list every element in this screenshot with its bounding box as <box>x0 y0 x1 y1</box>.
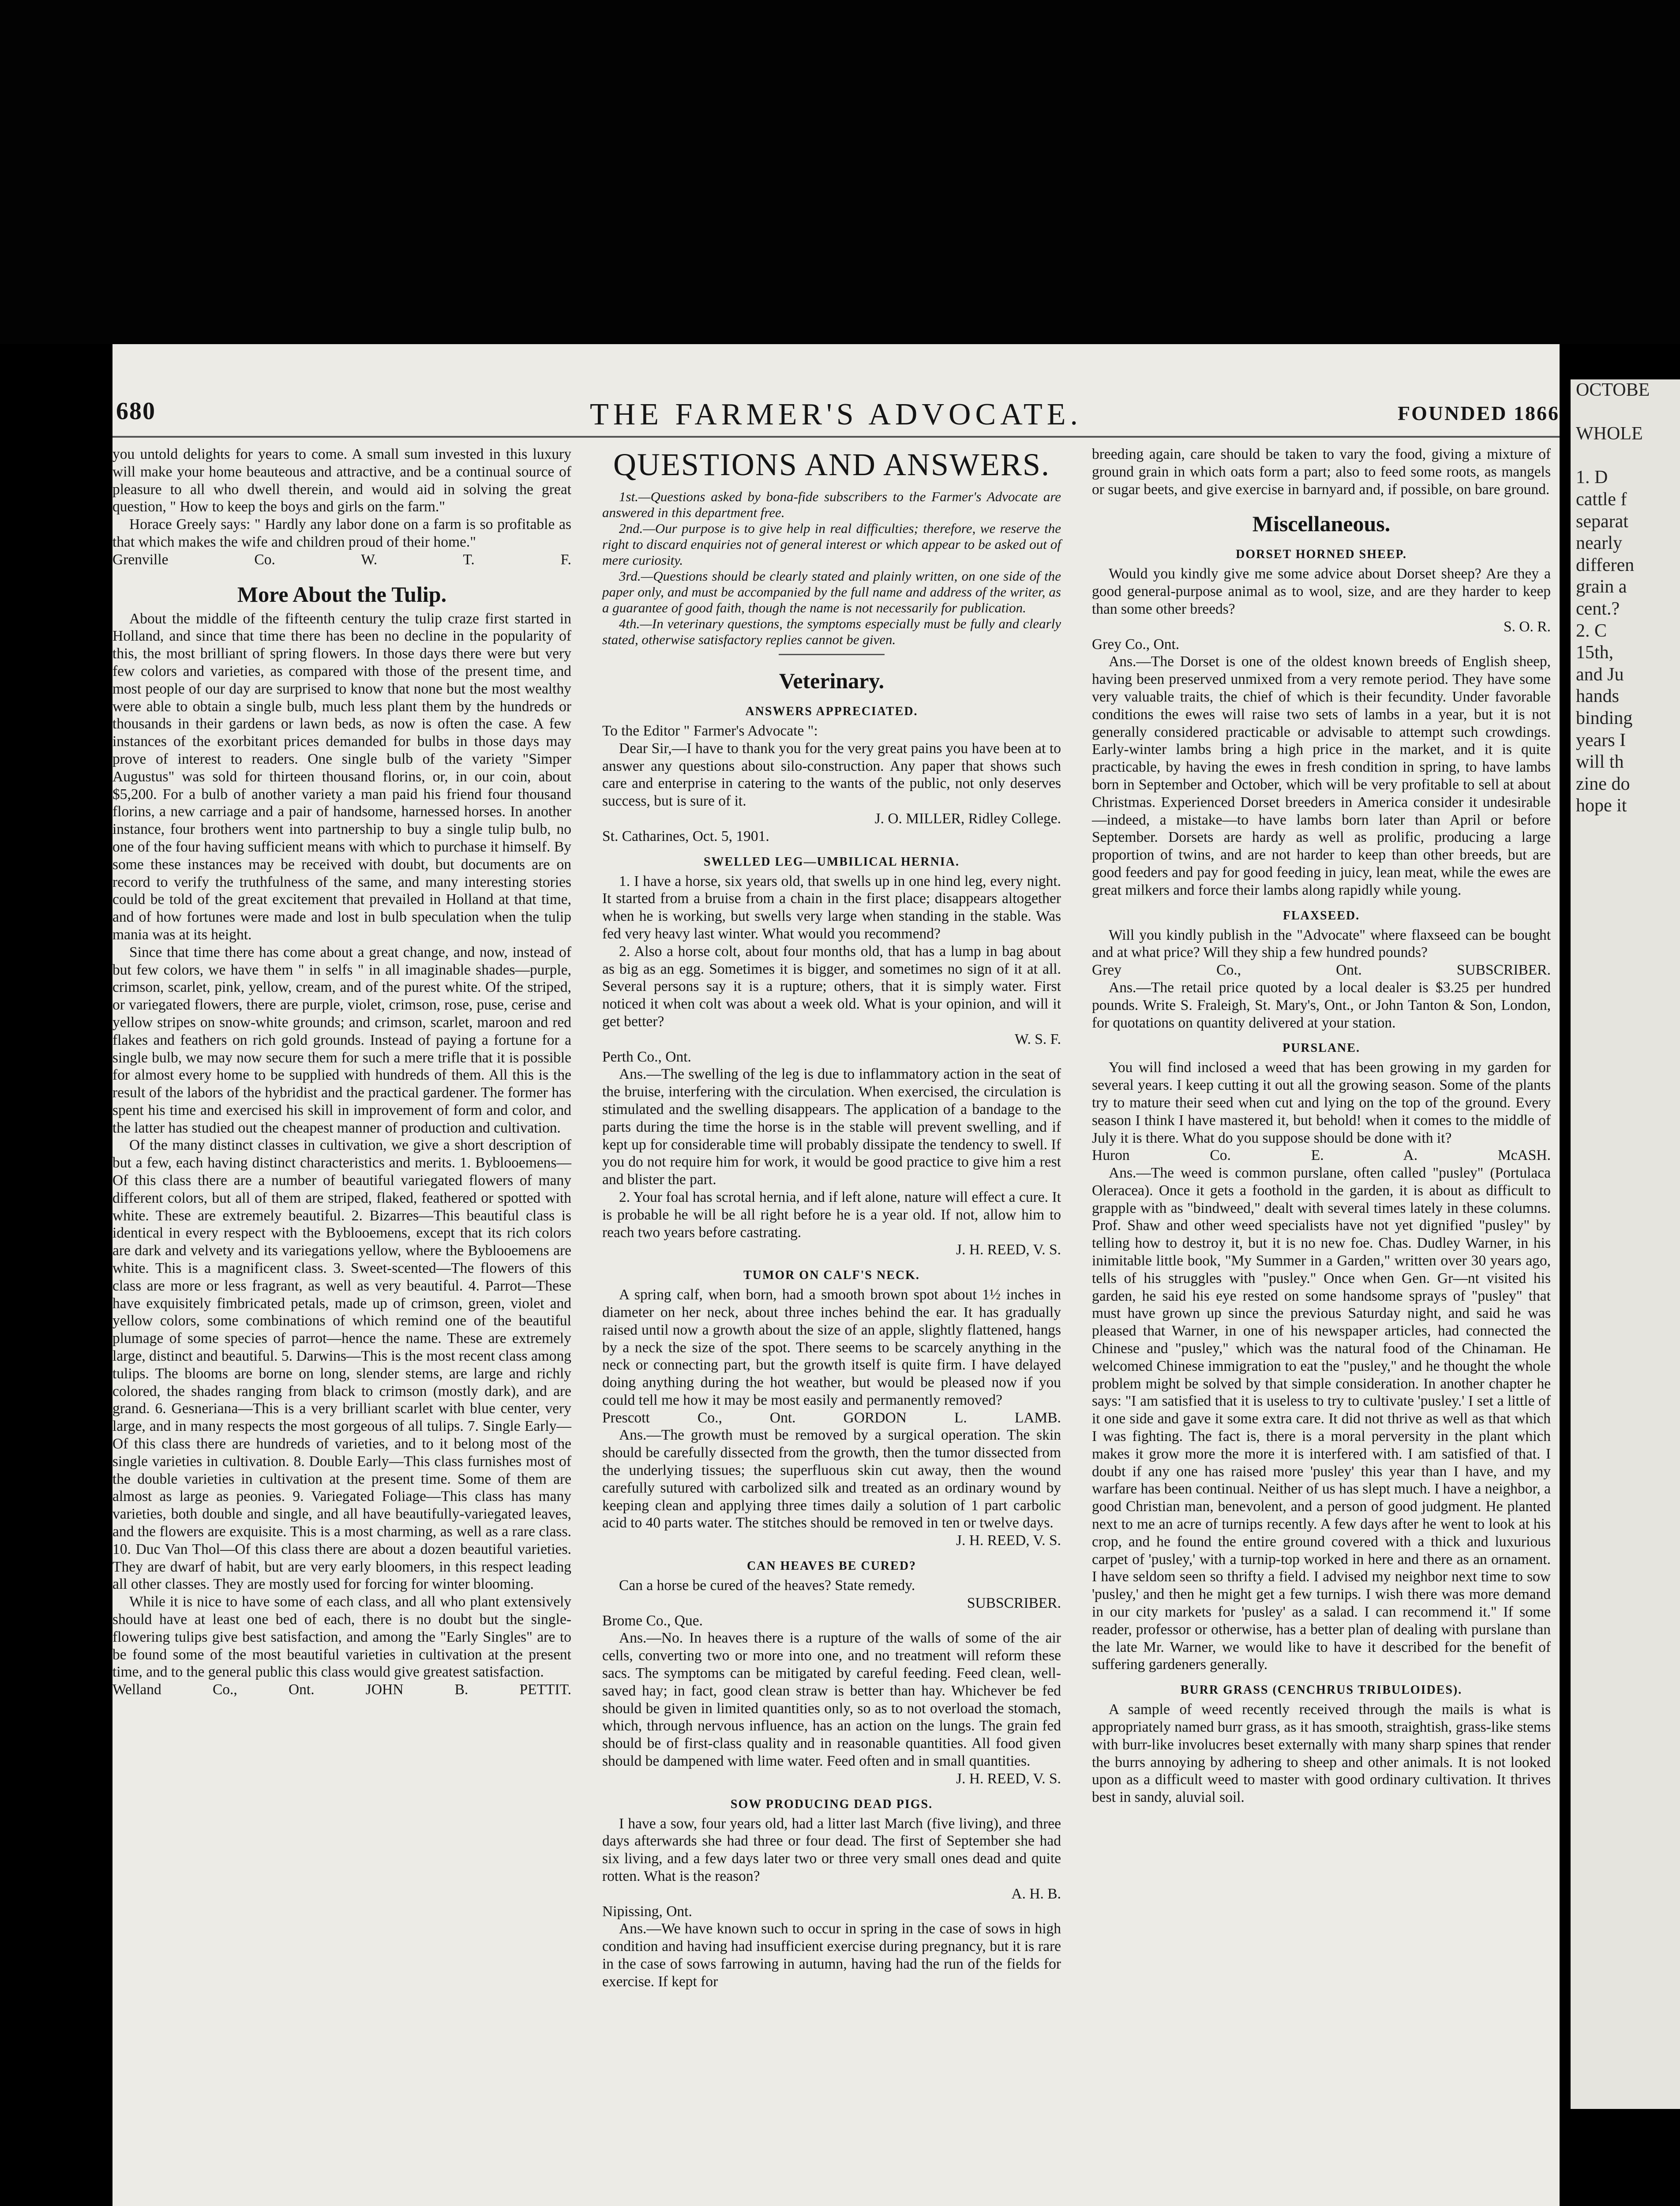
paragraph: Ans.—The swelling of the leg is due to inflammatory action in the seat of the bruise, interfering with the circulation. When exercised, the circulation is stimulated and the swelling disappears. The application of a bandage to the parts during the time the horse is in the stable will prevent swelling, and if kept up for considerable time will probably dissipate the tendency to swell. If you do not require him for work, it would be good practice to give him a rest and blister the part. <box>602 1066 1061 1188</box>
page-header <box>112 397 1560 437</box>
section-heading: Veterinary. <box>779 668 885 693</box>
signature-place: Grey Co., Ont. <box>1092 962 1362 979</box>
adjacent-page-text <box>1571 379 1680 817</box>
signature-place: Welland Co., Ont. <box>112 1681 315 1698</box>
signature-name: S. O. R. <box>1503 618 1551 635</box>
article-heading: TUMOR ON CALF'S NECK. <box>743 1268 920 1283</box>
section-title: QUESTIONS AND ANSWERS. <box>613 447 1050 482</box>
signature-name: J. H. REED, V. S. <box>956 1532 1061 1549</box>
section-heading: Miscellaneous. <box>1252 511 1391 536</box>
paragraph: 2. Also a horse colt, about four months old, that has a lump in bag about as big as an egg. Sometimes it is bigger, and sometimes no sign of it at all. Several persons say it is a rupture; others, that it is simply water. First noticed it when colt was about a week old. What is your opinion, and will it get better? <box>602 943 1061 1030</box>
paragraph: Ans.—The Dorset is one of the oldest known breeds of English sheep, having been preserved unmixed from a very remote period. They have some very valuable traits, the chief of which is their fecundity. Under favorable conditions the ewes will raise two sets of lambs in a year, but it is not generally considered practicable or advisable to attempt such crowdings. Early-winter lambs bring a high price in the market, and it is quite practicable, by having the ewes in fresh condition in spring, to have lambs born in September and October, which will be very profitable to sell at about Christmas. Experienced Dorset breeders in America consider it undesirable—indeed, a mistake—to have lambs born later than April or before September. Dorsets are hardy as well as prolific, producing a large proportion of twins, and are not harder to keep than other breeds, but are good feeders and pay for good feeding in juicy, lean meat, while the ewes are great milkers and force their lambs along rapidly while young. <box>1092 653 1551 898</box>
article-heading: SWELLED LEG—UMBILICAL HERNIA. <box>703 855 960 869</box>
signature-name: A. H. B. <box>1011 1885 1061 1902</box>
rule-text: 3rd.—Questions should be clearly stated and plainly written, on one side of the paper only, and must be accompanied by the full name and address of the writer, as a guarantee of good faith, though the name is not necessarily for publication. <box>602 568 1061 615</box>
paragraph: Would you kindly give me some advice about Dorset sheep? Are they a good general-purpose animal as to wool, size, and are they harder to keep than some other breeds? <box>1092 566 1551 617</box>
scanner-background-top <box>0 0 1680 344</box>
fragment-line: will th <box>1576 752 1624 773</box>
paragraph: Ans.—No. In heaves there is a rupture of the walls of some of the air cells, converting two or more into one, and no treatment will reform these sacs. The symptoms can be mitigated by careful feeding. Feed clean, well-saved hay; in fact, good clean straw is better than hay. Whichever be fed should be given in limited quantities only, so as to not overload the stomach, which, through nervous influence, has an action on the lungs. The grain fed should be of first-class quality and in reasonable quantities. All food given should be dampened with lime water. Feed often and in small quantities. <box>602 1630 1061 1770</box>
column-2 <box>602 446 1061 1991</box>
fragment-line <box>1576 445 1680 467</box>
signature-name: GORDON L. LAMB. <box>843 1409 1061 1426</box>
fragment-line: differen <box>1576 555 1635 575</box>
masthead-title: THE FARMER'S ADVOCATE. <box>589 398 1083 431</box>
signature-line <box>602 1409 1061 1427</box>
fragment-line: cattle f <box>1576 489 1627 510</box>
paragraph: Ans.—The growth must be removed by a surgical operation. The skin should be carefully dissected from the growth, then the tumor dissected from the underlying tissues; the superfluous skin cut away, then the wound carefully sutured with carbolized silk and treated as an ordinary wound by keeping clean and applying three times daily a solution of 1 part carbolic acid to 40 parts water. The stitches should be removed in ten or twelve days. <box>602 1427 1061 1531</box>
signature-place: Prescott Co., Ont. <box>602 1409 796 1426</box>
paragraph: A sample of weed recently received through the mails is what is appropriately named burr grass, as it has smooth, straightish, grass-like stems with burr-like involucres beset externally with many sharp spines that render the burrs annoying by adhering to sheep and other animals. It is not looked upon as a difficult weed to master with good ordinary cultivation. It thrives best in sandy, aluvial soil. <box>1092 1701 1551 1806</box>
paragraph: Dear Sir,—I have to thank you for the very great pains you have been at to answer any questions about silo-construction. Any paper that shows such care and enterprise in catering to the wants of the public, not only deserves success, but is sure of it. <box>602 740 1061 810</box>
signature-place: St. Catharines, Oct. 5, 1901. <box>602 828 769 844</box>
fragment-line: separat <box>1576 511 1628 532</box>
paragraph: Ans.—The retail price quoted by a local dealer is $3.25 per hundred pounds. Write S. Fraleigh, St. Mary's, Ont., or John Tanton & Son, London, for quotations on quantity delivered at your station. <box>1092 979 1551 1031</box>
department-rules <box>602 489 1061 648</box>
fragment-line <box>1576 401 1680 424</box>
signature-name: W. S. F. <box>1015 1031 1061 1047</box>
paragraph: Since that time there has come about a great change, and now, instead of but few colors, we have them " in selfs " in all imaginable shades—purple, crimson, scarlet, pink, yellow, cream, and of the purest white. Of the striped, or variegated flowers, there are purple, violet, crimson, rose, puse, cerise and yellow stripes on snow-white grounds; and crimson, scarlet, maroon and red flakes and feathers on rich gold grounds. Instead of paying a fortune for a single bulb, we may now secure them for such a mere trifle that it is possible for almost every home to be supplied with hundreds of them. All this is the result of the labors of the hybridist and the practical gardener. The former has spent his time and exercised his skill in improvement of form and color, and the latter has studied out the cheapest manner of production and cultivation. <box>112 944 571 1136</box>
signature-name: E. A. McASH. <box>1311 1147 1551 1164</box>
article-heading: CAN HEAVES BE CURED? <box>746 1559 917 1573</box>
rule-text: 4th.—In veterinary questions, the symptoms especially must be fully and clearly stated, otherwise satisfactory replies cannot be given. <box>602 616 1061 647</box>
signature-line <box>112 1681 571 1699</box>
fragment-line: binding <box>1576 708 1633 728</box>
signature-place: Huron Co. <box>1092 1147 1231 1164</box>
signature-line <box>1092 1147 1551 1164</box>
page-number: 680 <box>116 398 156 425</box>
rule-text: 2nd.—Our purpose is to give help in real difficulties; therefore, we reserve the right to discard enquiries not of general interest or which appear to be asked out of mere curiosity. <box>602 521 1061 568</box>
signature-place: Grey Co., Ont. <box>1092 636 1180 653</box>
signature-name: W. T. F. <box>361 551 571 568</box>
paragraph: Ans.—We have known such to occur in spring in the case of sows in high condition and having had insufficient exercise during pregnancy, but it is rare in the case of sows farrowing in autumn, having had the run of the fields for exercise. If kept for <box>602 1921 1061 1990</box>
rule-text: 1st.—Questions asked by bona-fide subscribers to the Farmer's Advocate are answered in this department free. <box>602 489 1061 520</box>
signature-place: Perth Co., Ont. <box>602 1048 691 1065</box>
fragment-line: OCTOBE <box>1576 380 1650 400</box>
article-heading: FLAXSEED. <box>1282 908 1360 923</box>
column-1 <box>112 446 571 1699</box>
paragraph: Horace Greely says: " Hardly any labor done on a farm is so profitable as that which makes the wife and children proud of their home." <box>112 516 571 550</box>
paragraph: Can a horse be cured of the heaves? State remedy. <box>619 1577 915 1594</box>
article-heading: PURSLANE. <box>1282 1041 1360 1055</box>
signature-line <box>1092 961 1551 979</box>
fragment-line: 1. D <box>1576 467 1608 488</box>
signature-place: Brome Co., Que. <box>602 1612 703 1629</box>
fragment-line: cent.? <box>1576 598 1620 619</box>
newspaper-page <box>112 344 1560 2206</box>
fragment-line: 15th, <box>1576 642 1614 663</box>
paragraph: You will find inclosed a weed that has been growing in my garden for several years. I keep cutting it out all the growing season. Some of the plants try to mature their seed when cut and lying on the top of the ground. Every season I think I have mastered it, but behold! when it comes to the middle of July it is there. What do you suppose should be done with it? <box>1092 1059 1551 1146</box>
article-heading: ANSWERS APPRECIATED. <box>745 705 918 718</box>
paragraph: A spring calf, when born, had a smooth brown spot about 1½ inches in diameter on her neck, about three inches behind the ear. It has gradually raised until now a growth about the size of an apple, slightly flattened, hangs by a neck the size of the spot. There seems to be scarcely anything in the neck or connecting part, but the growth itself is quite firm. I have delayed doing anything during the hot weather, but would be pleased now if you could tell me how it may be most easily and permanently removed? <box>602 1287 1061 1408</box>
signature-name: SUBSCRIBER. <box>1456 962 1551 979</box>
paragraph: Will you kindly publish in the "Advocate" where flaxseed can be bought and at what price? Will they ship a few hundred pounds? <box>1092 927 1551 961</box>
signature-name: J. H. REED, V. S. <box>956 1242 1061 1258</box>
paragraph: 1. I have a horse, six years old, that swells up in one hind leg, every night. It started from a bruise from a chain in the first place; disappears altogether when he is working, but swells very large when standing in the stable. Was fed very heavy last winter. What would you recommend? <box>602 873 1061 942</box>
paragraph: While it is nice to have some of each class, and all who plant extensively should have at least one bed of each, there is no doubt but the single-flowering tulips give best satisfaction, and among the "Early Singles" are to be found some of the most beautiful varieties in cultivation at the present time, and to the general public this class would give greatest satisfaction. <box>112 1594 571 1681</box>
article-heading: DORSET HORNED SHEEP. <box>1236 548 1407 562</box>
paragraph: I have a sow, four years old, had a litter last March (five living), and three days afterwards she had three or four dead. The first of September she had six living, and a few days later two or three very small ones dead and quite rotten. What is the reason? <box>602 1815 1061 1885</box>
adjacent-page-fragment <box>1571 379 1680 2109</box>
article-heading: SOW PRODUCING DEAD PIGS. <box>730 1797 933 1811</box>
paragraph: About the middle of the fifteenth century the tulip craze first started in Holland, and since that time there has been no decline in the popularity of this, the most brilliant of spring flowers. In those days there were but very few colors and varieties, as compared with those of the present time, and most people of our day are surprised to know that none but the most wealthy were able to obtain a single bulb, much less plant them by the hundreds or thousands in their gardens or lawn beds, as now is often the case. A few instances of the exorbitant prices demanded for bulbs in those days may prove of interest to readers. One single bulb of the variety "Simper Augustus" was sold for thirteen thousand florins, or, in our coin, about $5,200. For a bulb of another variety a man paid his friend four thousand florins, a new carriage and a pair of handsome, harnessed horses. In another instance, four brothers went into partnership to buy a single tulip bulb, no one of the four having sufficient means with which to purchase it himself. By some these instances may be received with doubt, but documents are on record to verify the truthfulness of the same, and many interesting stories could be told of the great excitement that prevailed in Holland at that time, and of how fortunes were made and lost in bulb speculation when the tulip mania was at its height. <box>112 610 571 943</box>
fragment-line: 2. C <box>1576 620 1607 641</box>
signature-name: JOHN B. PETTIT. <box>365 1681 571 1698</box>
fragment-line: nearly <box>1576 533 1622 554</box>
fragment-line: hope it <box>1576 795 1627 816</box>
signature-name: J. O. MILLER, Ridley College. <box>874 810 1061 827</box>
header-rule <box>112 436 1560 438</box>
signature-name: J. H. REED, V. S. <box>956 1770 1061 1787</box>
paragraph: To the Editor " Farmer's Advocate ": <box>602 723 818 739</box>
fragment-line: hands <box>1576 686 1619 707</box>
fragment-line: grain a <box>1576 577 1627 597</box>
paragraph: you untold delights for years to come. A small sum invested in this luxury will make your home beauteous and attractive, and be a continual source of pleasure to all who dwell therein, and would aid in solving the great question, " How to keep the boys and girls on the farm." <box>112 446 571 515</box>
article-title: More About the Tulip. <box>237 582 447 607</box>
paragraph: Of the many distinct classes in cultivation, we give a short description of but a few, each having distinct characteristics and merits. 1. Byblooemens—Of this class there are a number of beautiful variegated flowers of many different colors, but all of them are striped, flaked, feathered or spotted with white. These are extremely beautiful. 2. Bizarres—This beautiful class is identical in every respect with the Byblooemens, except that its rich colors are dark and velvety and its variegations yellow, where the Byblooemens are white. This is a magnificent class. 3. Sweet-scented—The flowers of this class are more or less fragrant, as well as very beautiful. 4. Parrot—These have exquisitely fimbricated petals, made up of crimson, green, violet and yellow colors, some combinations of which remind one of the beautiful plumage of some species of parrot—hence the name. These are extremely large, distinct and beautiful. 5. Darwins—This is the most recent class among tulips. The blooms are borne on long, slender stems, are large and richly colored, the shades ranging from black to crimson (mostly dark), and are grand. 6. Gesneriana—This is a very brilliant scarlet with blue center, very large, and in many respects the most gorgeous of all tulips. 7. Single Early—Of this class there are hundreds of varieties, and to it belong most of the single varieties in cultivation. 8. Double Early—This class furnishes most of the double varieties in cultivation at the present time. Some of them are almost as large as peonies. 9. Variegated Foliage—This class has many varieties, both double and single, and all have beautifully-variegated leaves, and the flowers are exquisite. This is a most charming, as well as a rare class. 10. Duc Van Thol—Of this class there are about a dozen beautiful varieties. They are dwarf of habit, but are very early bloomers, in this respect leading all other classes. They are mostly used for forcing for winter blooming. <box>112 1137 571 1593</box>
paragraph: Ans.—The weed is common purslane, often called "pusley" (Portulaca Oleracea). Once it gets a foothold in the garden, it is about as difficult to grapple with as "bindweed," dealt with several times lately in these columns. Prof. Shaw and other weed specialists have not yet dignified "pusley" by telling how to destroy it, but it is no new foe. Chas. Dudley Warner, in his inimitable little book, "My Summer in a Garden," written over 30 years ago, tells of his struggles with "pusley." Once when Gen. Gr—nt visited his garden, he said his eye rested on some handsome sprays of "pusley" that must have grown up since the previous Saturday night, and said he was pleased that Warner, in one of his newspaper articles, had connected the Chinese and "pusley," which was the natural food of the Chinaman. He welcomed Chinese immigration to eat the "pusley," and he thought the whole problem might be solved by that simple consideration. In another chapter he says: "I am satisfied that it is useless to try to cultivate 'pusley.' I set a little of it one side and gave it some extra care. It did not thrive as well as that which I was fighting. The fact is, there is a moral perversity in the plant which makes it grow more the more it is interfered with. I am satisfied of that. I doubt if any one has raised more 'pusley' this year than I have, and my warfare has been continual. Neither of us has slept much. I have a neighbor, a good Christian man, benevolent, and a person of good judgment. He planted next to me an acre of turnips recently. A few days after he went to look at his crop, and he found the entire ground covered with a thick and luxurious carpet of 'pusley,' with a turnip-top worked in here and there as an ornament. I have seldom seen so thrifty a field. I advised my neighbor next time to sow 'pusley,' and then he might get a few turnips. I wish there was more demand in our city markets for 'pusley' as a salad. I can recommend it." If some reader, professor or otherwise, has a better plan of dealing with purslane than the late Mr. Warner, we would like to have it described for the benefit of suffering gardeners generally. <box>1092 1165 1551 1673</box>
fragment-line: years I <box>1576 730 1626 750</box>
signature-line <box>112 551 571 569</box>
fragment-line: WHOLE <box>1576 424 1643 444</box>
signature-place: Grenville Co. <box>112 551 275 568</box>
signature-name: SUBSCRIBER. <box>967 1594 1061 1611</box>
fragment-line: zine do <box>1576 773 1630 794</box>
paragraph: 2. Your foal has scrotal hernia, and if left alone, nature will effect a cure. It is probable he will be all right before he is a year old. If not, allow him to reach two years before castrating. <box>602 1189 1061 1241</box>
article-heading: BURR GRASS (CENCHRUS TRIBULOIDES). <box>1180 1683 1462 1697</box>
fragment-line: and Ju <box>1576 664 1624 685</box>
signature-place: Nipissing, Ont. <box>602 1903 692 1920</box>
divider <box>779 654 885 655</box>
founded-label: FOUNDED 1866 <box>1398 402 1560 424</box>
column-3 <box>1092 446 1551 1806</box>
paragraph: breeding again, care should be taken to vary the food, giving a mixture of ground grain in which oats form a part; also to feed some roots, as mangels or sugar beets, and give exercise in barnyard and, if possible, on bare ground. <box>1092 446 1551 498</box>
